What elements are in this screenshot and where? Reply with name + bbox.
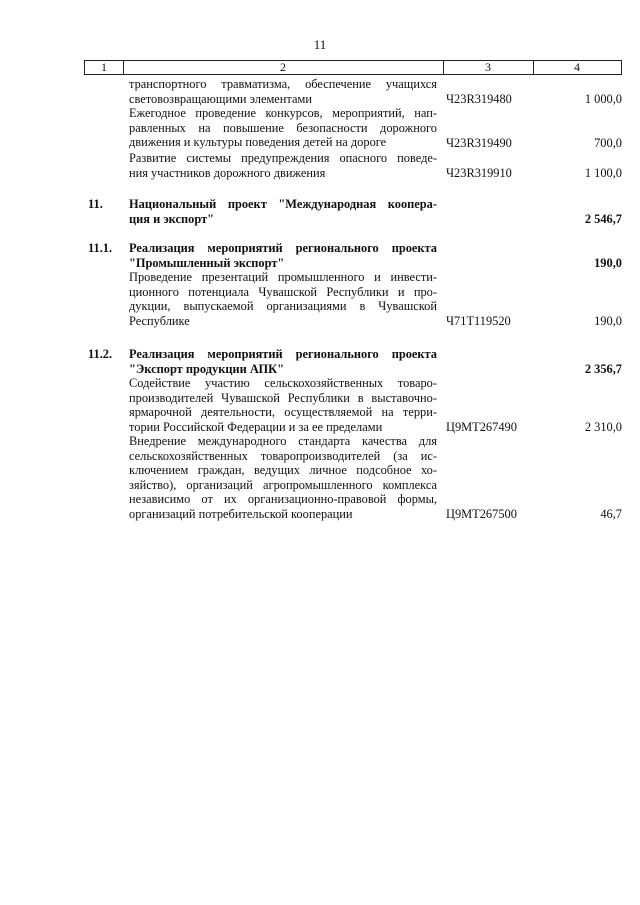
section-title-line: Реализация мероприятий регионального проекта	[129, 347, 437, 361]
section-title-line: Реализация мероприятий регионального проекта	[129, 241, 437, 255]
section-number: 11.1.	[88, 241, 113, 255]
column-header-4: 4	[574, 60, 580, 74]
amount: 190,0	[594, 314, 622, 328]
section-title-line: "Экспорт продукции АПК"	[129, 361, 284, 376]
page-number: 11	[313, 37, 327, 52]
budget-code: Ч23R319480	[446, 92, 512, 106]
row-text-line: тории Российской Федерации и за ее пределами	[129, 419, 383, 434]
amount: 1 000,0	[584, 92, 622, 106]
amount: 46,7	[600, 507, 622, 521]
row-text-line: транспортного травматизма, обеспечение учащихся	[129, 77, 437, 91]
column-header-1: 1	[85, 61, 124, 74]
budget-code: Ч23R319490	[446, 136, 512, 150]
row-text-line: зяйство), организаций агропромышленного комплекса	[129, 477, 437, 492]
section-title-line: Национальный проект "Международная коопера-	[129, 197, 437, 211]
section-number: 11.	[88, 197, 103, 211]
row-text-line: ярмарочной деятельности, осуществляемой на терри-	[129, 405, 437, 419]
column-header-2: 2	[123, 61, 444, 74]
row-text-line: Развитие системы предупреждения опасного поведе-	[129, 151, 437, 165]
row-text-line: производителей Чувашской Республики в выставочно-	[129, 390, 437, 405]
section-number: 11.2.	[88, 347, 113, 361]
row-text-line: равленных на повышение безопасности дорожного	[129, 120, 437, 135]
table-header	[84, 60, 622, 75]
budget-code: Ц9МТ267500	[446, 507, 517, 521]
budget-code: Ч71Т119520	[446, 314, 511, 328]
row-text-line: движения и культуры поведения детей на дороге	[129, 135, 387, 149]
row-text-line: сельскохозяйственных товаропроизводителей (за ис-	[129, 448, 437, 463]
section-amount: 2 546,7	[584, 212, 622, 226]
section-amount: 2 356,7	[584, 362, 622, 376]
row-text-line: дукции, выпускаемой организациями в Чувашской	[129, 299, 437, 313]
row-text-line: световозвращающими элементами	[129, 91, 312, 106]
row-text-line: независимо от их организационно-правовой формы,	[129, 492, 437, 506]
row-text-line: организаций потребительской кооперации	[129, 506, 353, 521]
row-text-line: Содействие участию сельскохозяйственных товаро-	[129, 376, 437, 390]
amount: 700,0	[594, 136, 622, 150]
section-amount: 190,0	[594, 256, 622, 270]
column-header-3: 3	[443, 61, 534, 74]
row-text-line: Республике	[129, 313, 190, 328]
budget-code: Ч23R319910	[446, 166, 512, 180]
budget-code: Ц9МТ267490	[446, 420, 517, 434]
row-text-line: Внедрение международного стандарта качества для	[129, 434, 437, 448]
row-text-line: Проведение презентаций промышленного и инвести-	[129, 270, 437, 284]
row-text-line: Ежегодное проведение конкурсов, мероприятий, нап-	[129, 106, 437, 120]
section-title-line: ция и экспорт"	[129, 211, 215, 226]
amount: 2 310,0	[584, 420, 622, 434]
row-text-line: ния участников дорожного движения	[129, 165, 326, 180]
amount: 1 100,0	[584, 166, 622, 180]
section-title-line: "Промышленный экспорт"	[129, 255, 285, 270]
row-text-line: ционного потенциала Чувашской Республики и про-	[129, 284, 437, 299]
row-text-line: ключением граждан, ведущих личное подсобное хо-	[129, 463, 437, 477]
